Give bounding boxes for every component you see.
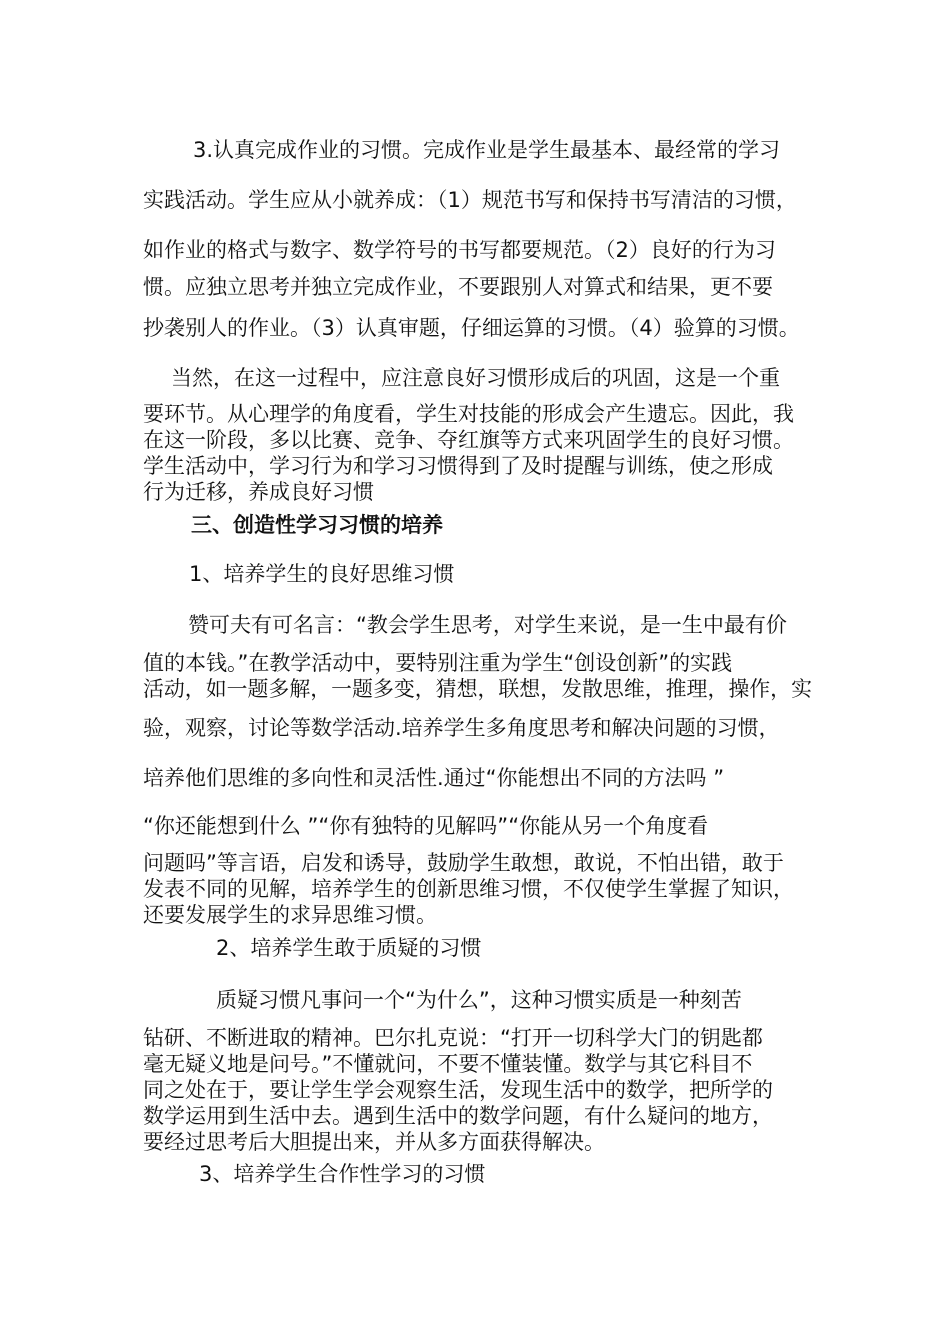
paragraph-line: 发表不同的见解，培养学生的创新思维习惯，不仅使学生掌握了知识， <box>143 877 794 901</box>
paragraph-line: 问题吗”等言语，启发和诱导，鼓励学生敢想，敢说，不怕出错，敢于 <box>143 851 784 875</box>
paragraph-line: 还要发展学生的求异思维习惯。 <box>143 903 437 927</box>
paragraph-line: 要环节。从心理学的角度看，学生对技能的形成会产生遗忘。因此，我 <box>143 402 794 426</box>
paragraph-line: 质疑习惯凡事问一个“为什么”，这种习惯实质是一种刻苦 <box>216 988 742 1012</box>
paragraph-line: 数学运用到生活中去。遇到生活中的数学问题，有什么疑问的地方， <box>143 1104 773 1128</box>
paragraph-line: 赞可夫有可名言：“教会学生思考，对学生来说，是一生中最有价 <box>188 613 787 637</box>
subsection-heading: 1、培养学生的良好思维习惯 <box>189 562 455 586</box>
paragraph-line: 实践活动。学生应从小就养成：（1）规范书写和保持书写清洁的习惯， <box>143 188 797 212</box>
paragraph-line: 值的本钱。”在教学活动中，要特别注重为学生“创设创新”的实践 <box>143 651 733 675</box>
paragraph-line: 3.认真完成作业的习惯。完成作业是学生最基本、最经常的学习 <box>193 138 781 162</box>
paragraph-line: “你还能想到什么 ”“你有独特的见解吗”“你能从另一个角度看 <box>143 814 709 838</box>
paragraph-line: 培养他们思维的多向性和灵活性.通过“你能想出不同的方法吗 ” <box>143 766 725 790</box>
paragraph-line: 要经过思考后大胆提出来，并从多方面获得解决。 <box>143 1130 605 1154</box>
section-heading: 三、创造性学习习惯的培养 <box>191 513 443 537</box>
paragraph-line: 钻研、不断进取的精神。巴尔扎克说：“打开一切科学大门的钥匙都 <box>143 1026 763 1050</box>
paragraph-line: 惯。应独立思考并独立完成作业，不要跟别人对算式和结果，更不要 <box>143 275 773 299</box>
paragraph-line: 如作业的格式与数字、数学符号的书写都要规范。（2）良好的行为习 <box>143 238 776 262</box>
paragraph-line: 当然，在这一过程中，应注意良好习惯形成后的巩固，这是一个重 <box>171 366 780 390</box>
paragraph-line: 在这一阶段，多以比赛、竞争、夺红旗等方式来巩固学生的良好习惯。 <box>143 428 794 452</box>
subsection-heading: 3、培养学生合作性学习的习惯 <box>199 1162 486 1186</box>
paragraph-line: 行为迁移，养成良好习惯 <box>143 480 374 504</box>
paragraph-line: 活动，如一题多解，一题多变，猜想，联想，发散思维，推理，操作，实 <box>143 677 812 701</box>
paragraph-line: 抄袭别人的作业。（3）认真审题，仔细运算的习惯。（4）验算的习惯。 <box>143 316 800 340</box>
paragraph-line: 学生活动中，学习行为和学习习惯得到了及时提醒与训练，使之形成 <box>143 454 773 478</box>
paragraph-line: 毫无疑义地是问号。”不懂就问，不要不懂装懂。数学与其它科目不 <box>143 1052 753 1076</box>
paragraph-line: 验，观察，讨论等数学活动.培养学生多角度思考和解决问题的习惯， <box>143 716 780 740</box>
subsection-heading: 2、培养学生敢于质疑的习惯 <box>216 936 482 960</box>
paragraph-line: 同之处在于，要让学生学会观察生活，发现生活中的数学，把所学的 <box>143 1078 773 1102</box>
